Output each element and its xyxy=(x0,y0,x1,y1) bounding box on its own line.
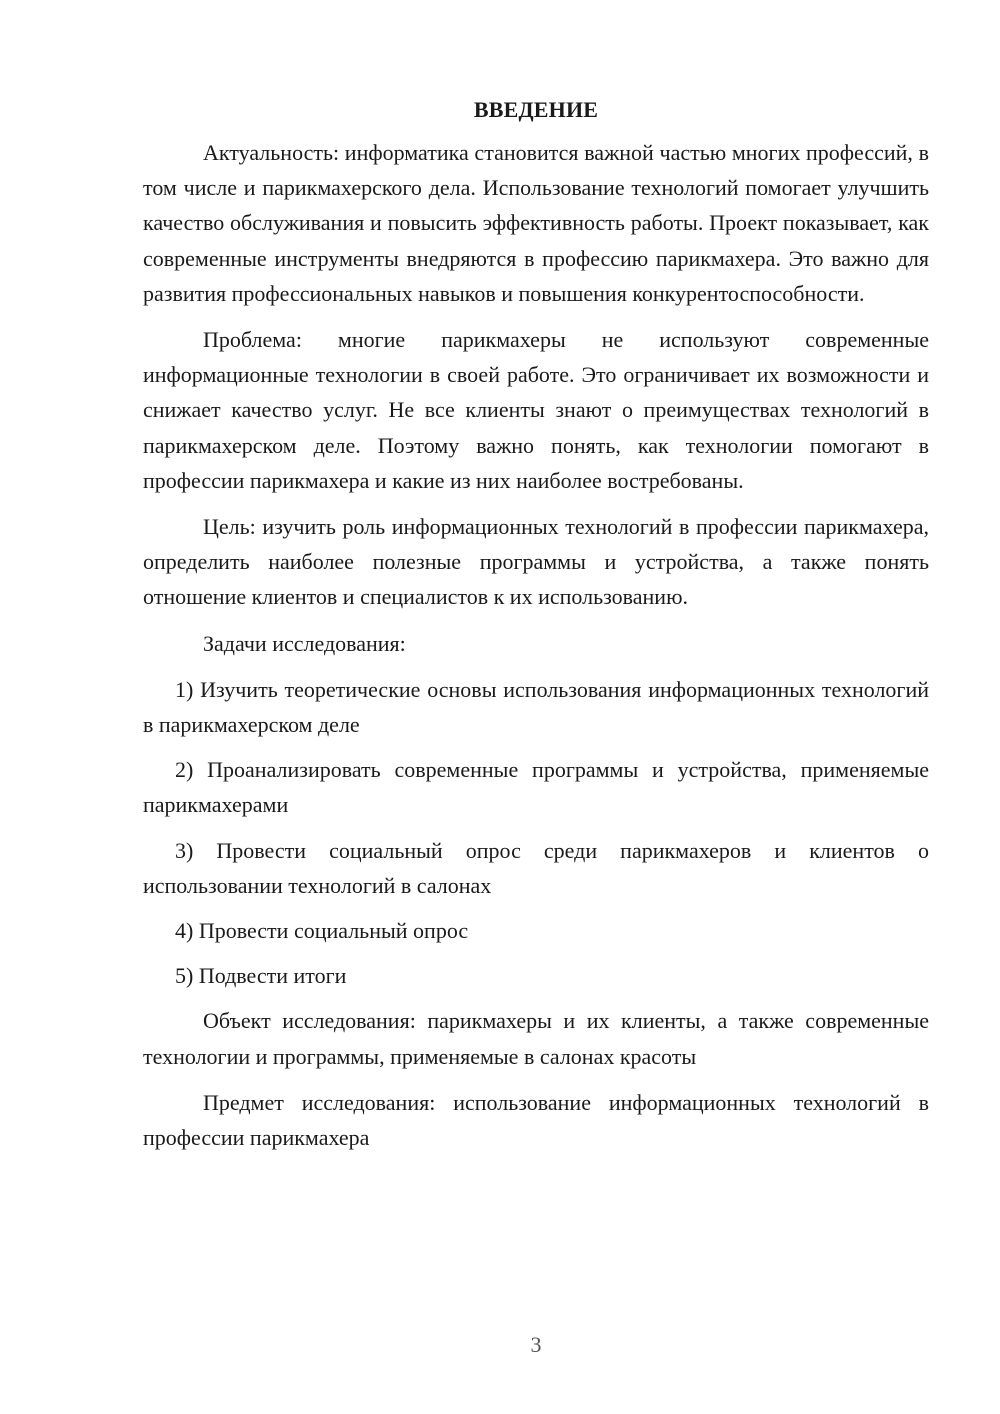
section-title: ВВЕДЕНИЕ xyxy=(473,97,599,122)
task-item-3: 3) Провести социальный опрос среди парикмахеров и клиентов о использовании технологий в салонах xyxy=(143,837,929,898)
page-number: 3 xyxy=(530,1332,542,1357)
document-page xyxy=(143,92,929,1166)
task-item-1: 1) Изучить теоретические основы использования информационных технологий в парикмахерском деле xyxy=(143,676,929,738)
task-item-4: 4) Провести социальный опрос xyxy=(175,918,469,944)
tasks-heading: Задачи исследования: xyxy=(203,630,406,656)
goal-paragraph: Цель: изучить роль информационных технологий в профессии парикмахера, определить наиболее полезные программы и устройства, а также понять отношение клиентов и специалистов к их использованию. xyxy=(143,514,929,610)
object-paragraph: Объект исследования: парикмахеры и их клиенты, а также современные технологии и программы, применяемые в салонах красоты xyxy=(143,1008,929,1069)
relevance-paragraph: Актуальность: информатика становится важной частью многих профессий, в том числе и парикмахерского дела. Использование технологий помогает улучшить качество обслуживания и повысить эффективность работы. Проект показывает, как современные инструменты внедряются в профессию парикмахера. Это важно для развития профессиональных навыков и повышения конкурентоспособности. xyxy=(143,140,929,306)
subject-paragraph: Предмет исследования: использование информационных технологий в профессии парикмахера xyxy=(143,1089,929,1151)
task-item-2: 2) Проанализировать современные программы и устройства, применяемые парикмахерами xyxy=(143,757,929,818)
problem-paragraph: Проблема: многие парикмахеры не используют современные информационные технологии в своей работе. Это ограничивает их возможности и снижает качество услуг. Не все клиенты знают о преимуществах технологий в парикмахерском деле. Поэтому важно понять, как технологии помогают в профессии парикмахера и какие из них наиболее востребованы. xyxy=(143,327,929,493)
task-item-5: 5) Подвести итоги xyxy=(175,963,347,989)
